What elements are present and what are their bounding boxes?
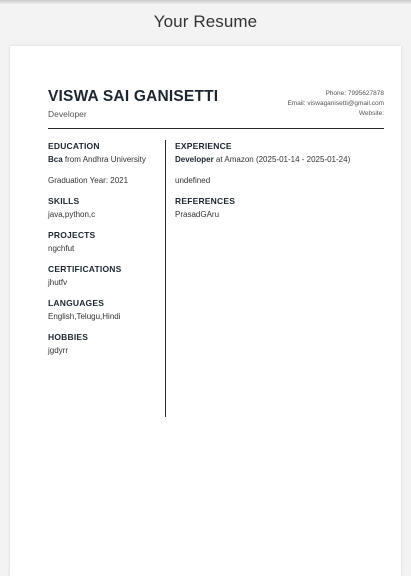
resume-role: Developer (48, 109, 87, 119)
hobbies-section (48, 332, 168, 356)
experience-section (175, 141, 390, 186)
experience-line (175, 154, 390, 165)
certifications-heading: CERTIFICATIONS (48, 264, 122, 274)
skills-value: java,python,c (48, 210, 96, 219)
certifications-value: jhutfv (48, 278, 68, 287)
projects-section (48, 230, 168, 254)
projects-value: ngchfut (48, 244, 75, 253)
education-heading: EDUCATION (48, 141, 100, 151)
resume-sheet (10, 46, 401, 576)
education-degree: Bca (48, 155, 63, 164)
skills-heading: SKILLS (48, 196, 80, 206)
right-column (175, 141, 390, 220)
education-degree-line (48, 154, 168, 165)
page-title: Your Resume (153, 12, 258, 31)
references-value: PrasadGAru (175, 210, 220, 219)
languages-section (48, 298, 168, 322)
hobbies-heading: HOBBIES (48, 332, 89, 342)
resume-name: VISWA SAI GANISETTI (48, 88, 219, 105)
column-divider (165, 140, 166, 417)
left-column (48, 141, 168, 356)
languages-value: English,Telugu,Hindi (48, 312, 121, 321)
contact-phone: Phone: 7995627878 (325, 90, 384, 97)
references-section (175, 196, 390, 220)
education-section (48, 141, 168, 186)
contact-block (287, 89, 384, 119)
header-rule (48, 128, 384, 129)
contact-website: Website: (358, 110, 384, 117)
browser-top-edge (0, 0, 411, 4)
experience-title: Developer (175, 155, 214, 164)
hobbies-value: jgdyrr (48, 346, 69, 355)
experience-detail: at Amazon (2025-01-14 - 2025-01-24) (215, 155, 351, 164)
experience-description: undefined (175, 176, 211, 185)
contact-email: Email: viswaganisetti@gmail.com (287, 100, 384, 107)
projects-heading: PROJECTS (48, 230, 96, 240)
languages-heading: LANGUAGES (48, 298, 105, 308)
education-from: from Andhra University (64, 155, 146, 164)
skills-section (48, 196, 168, 220)
experience-heading: EXPERIENCE (175, 141, 232, 151)
education-graduation: Graduation Year: 2021 (48, 176, 129, 185)
references-heading: REFERENCES (175, 196, 236, 206)
certifications-section (48, 264, 168, 288)
